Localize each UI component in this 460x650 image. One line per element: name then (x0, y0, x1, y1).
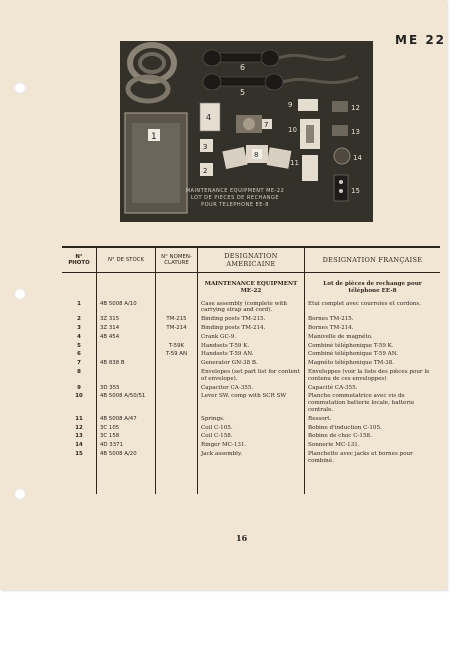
stock-number-cell: 4B 5008 A/10 (97, 300, 156, 316)
section-row (62, 273, 440, 300)
header-us-designation: DESIGNATION AMERICAINE (198, 247, 305, 273)
us-designation-cell: Coil C-158. (198, 432, 305, 441)
binder-hole-middle (14, 288, 26, 300)
svg-text:7: 7 (264, 121, 269, 129)
photo-number-cell: 9 (62, 384, 97, 393)
table-row (62, 441, 440, 450)
svg-text:14: 14 (353, 154, 362, 162)
equipment-photo (120, 41, 373, 222)
photo-number-cell: 5 (62, 342, 97, 351)
stock-number-cell: 4D 3371 (97, 441, 156, 450)
stock-number-cell: 4B 454 (97, 333, 156, 342)
us-designation-cell: Capacitor CA-355. (198, 384, 305, 393)
nomenclature-cell (156, 368, 198, 384)
us-designation-cell: Ringer MC-131. (198, 441, 305, 450)
table-row (62, 384, 440, 393)
nomenclature-cell (156, 300, 198, 316)
stock-number-cell: 3D 355 (97, 384, 156, 393)
photo-number-cell: 14 (62, 441, 97, 450)
nomenclature-cell (156, 392, 198, 414)
table-row (62, 415, 440, 424)
svg-text:3: 3 (203, 143, 208, 151)
nomenclature-cell (156, 441, 198, 450)
fr-designation-cell: Magnéto téléphonique TM-38. (308, 360, 395, 367)
svg-text:10: 10 (288, 126, 297, 134)
nomenclature-cell: T-59K (156, 342, 198, 351)
photo-number-cell: 13 (62, 432, 97, 441)
us-designation-cell: Crank GC-9. (198, 333, 305, 342)
photo-number-cell: 3 (62, 324, 97, 333)
photo-number-cell: 6 (62, 350, 97, 359)
section-title-fr: Lot de pièces de rechange pour téléphone EE-8 (323, 281, 422, 294)
photo-number-cell: 1 (62, 300, 97, 316)
us-designation-cell: Coil C-105. (198, 424, 305, 433)
table-row (62, 315, 440, 324)
header-photo-no: N° PHOTO (62, 247, 97, 273)
photo-number-cell: 12 (62, 424, 97, 433)
table-row (62, 333, 440, 342)
table-row (62, 392, 440, 414)
parts-table (62, 246, 440, 494)
stock-number-cell: 3C 105 (97, 424, 156, 433)
us-designation-cell: Case assembly (complete with carrying strap and cord). (198, 300, 305, 316)
svg-text:12: 12 (351, 104, 360, 112)
nomenclature-cell (156, 450, 198, 466)
table-row (62, 350, 440, 359)
fr-designation-cell: Combiné téléphonique T-59 K. (308, 342, 394, 349)
table-row (62, 368, 440, 384)
stock-number-cell (97, 368, 156, 384)
us-designation-cell: Binding posts TM-214. (198, 324, 305, 333)
svg-text:5: 5 (240, 88, 246, 97)
binder-hole-top (14, 82, 26, 94)
stock-number-cell: 4B 5008 A/20 (97, 450, 156, 466)
photo-number-cell: 2 (62, 315, 97, 324)
us-designation-cell: Envelopes (set part list for content of envelope). (198, 368, 305, 384)
fr-designation-cell: Enveloppes (voir la liste des pièces pour le contenu de ces enveloppes) (308, 368, 430, 382)
fr-designation-cell: Planchette avec jacks et bornes pour combiné. (308, 450, 413, 464)
us-designation-cell: Handsets T-59 K. (198, 342, 305, 351)
photo-number-cell: 10 (62, 392, 97, 414)
nomenclature-cell (156, 432, 198, 441)
photo-number-cell: 8 (62, 368, 97, 384)
fr-designation-cell: Bornes TM-215. (308, 316, 354, 323)
svg-text:9: 9 (288, 101, 293, 109)
table-row (62, 359, 440, 368)
nomenclature-cell: TM-214 (156, 324, 198, 333)
us-designation-cell: Springs. (198, 415, 305, 424)
stock-number-cell: 4B 5008 A/47 (97, 415, 156, 424)
page-code: ME 22 (395, 33, 447, 47)
us-designation-cell: Jack assembly. (198, 450, 305, 466)
header-stock-no: N° DE STOCK (97, 247, 156, 273)
photo-number-cell: 7 (62, 359, 97, 368)
binder-hole-bottom (14, 488, 26, 500)
fr-designation-cell: Bobine de choc C-158. (308, 433, 372, 440)
stock-number-cell: 4B 5008 A/50/51 (97, 392, 156, 414)
svg-text:6: 6 (240, 63, 246, 72)
stock-number-cell: 3Z 315 (97, 315, 156, 324)
section-title-us: MAINTENANCE EQUIPMENT ME-22 (204, 281, 298, 294)
table-row (62, 424, 440, 433)
svg-text:13: 13 (351, 128, 360, 136)
nomenclature-cell (156, 384, 198, 393)
fr-designation-cell: Planche commutatrice avec vis de commutation batterie locale, batterie centrale. (308, 393, 415, 413)
photo-caption: MAINTENANCE EQUIPMENT ME-22 LOT DE PIECES DE RECHANGE POUR TELEPHONE EE-8 (185, 188, 285, 208)
table-row (62, 342, 440, 351)
stock-number-cell (97, 350, 156, 359)
fr-designation-cell: Combiné téléphonique T-59 AN. (308, 351, 399, 358)
table-row (62, 324, 440, 333)
stock-number-cell: 4B 838 B (97, 359, 156, 368)
table-row (62, 450, 440, 466)
svg-text:1: 1 (151, 132, 157, 142)
nomenclature-cell (156, 359, 198, 368)
us-designation-cell: Generator GN-38 B. (198, 359, 305, 368)
table-row (62, 432, 440, 441)
table-spacer-row (62, 466, 440, 494)
table-header-row (62, 247, 440, 273)
fr-designation-cell: Bobine d'induction C-105. (308, 424, 382, 431)
fr-designation-cell: Bornes TM-214. (308, 324, 354, 331)
nomenclature-cell (156, 333, 198, 342)
svg-text:8: 8 (254, 151, 259, 159)
fr-designation-cell: Manivelle de magnéto. (308, 333, 373, 340)
us-designation-cell: Lever SW. comp with SCR SW (198, 392, 305, 414)
nomenclature-cell: TM-215 (156, 315, 198, 324)
svg-text:11: 11 (290, 159, 299, 167)
photo-number-cell: 15 (62, 450, 97, 466)
nomenclature-cell (156, 424, 198, 433)
us-designation-cell: Handsets T-59 AN. (198, 350, 305, 359)
page-number: 16 (236, 533, 248, 543)
fr-designation-cell: Sonnerie MC-131. (308, 442, 360, 449)
table-row (62, 300, 440, 316)
svg-text:2: 2 (203, 167, 208, 175)
header-nomenclature: N° NOMEN-CLATURE (156, 247, 198, 273)
fr-designation-cell: Ressort. (308, 415, 332, 422)
header-fr-designation: DESIGNATION FRANÇAISE (305, 247, 441, 273)
stock-number-cell: 3C 158 (97, 432, 156, 441)
stock-number-cell (97, 342, 156, 351)
svg-text:4: 4 (206, 113, 212, 122)
us-designation-cell: Binding posts TM-215. (198, 315, 305, 324)
svg-text:15: 15 (351, 187, 360, 195)
nomenclature-cell: T-59 AN (156, 350, 198, 359)
fr-designation-cell: Etui complet avec courroies et cordons. (308, 300, 422, 307)
photo-number-cell: 4 (62, 333, 97, 342)
nomenclature-cell (156, 415, 198, 424)
stock-number-cell: 3Z 314 (97, 324, 156, 333)
fr-designation-cell: Capacité CA-355. (308, 384, 358, 391)
photo-number-cell: 11 (62, 415, 97, 424)
